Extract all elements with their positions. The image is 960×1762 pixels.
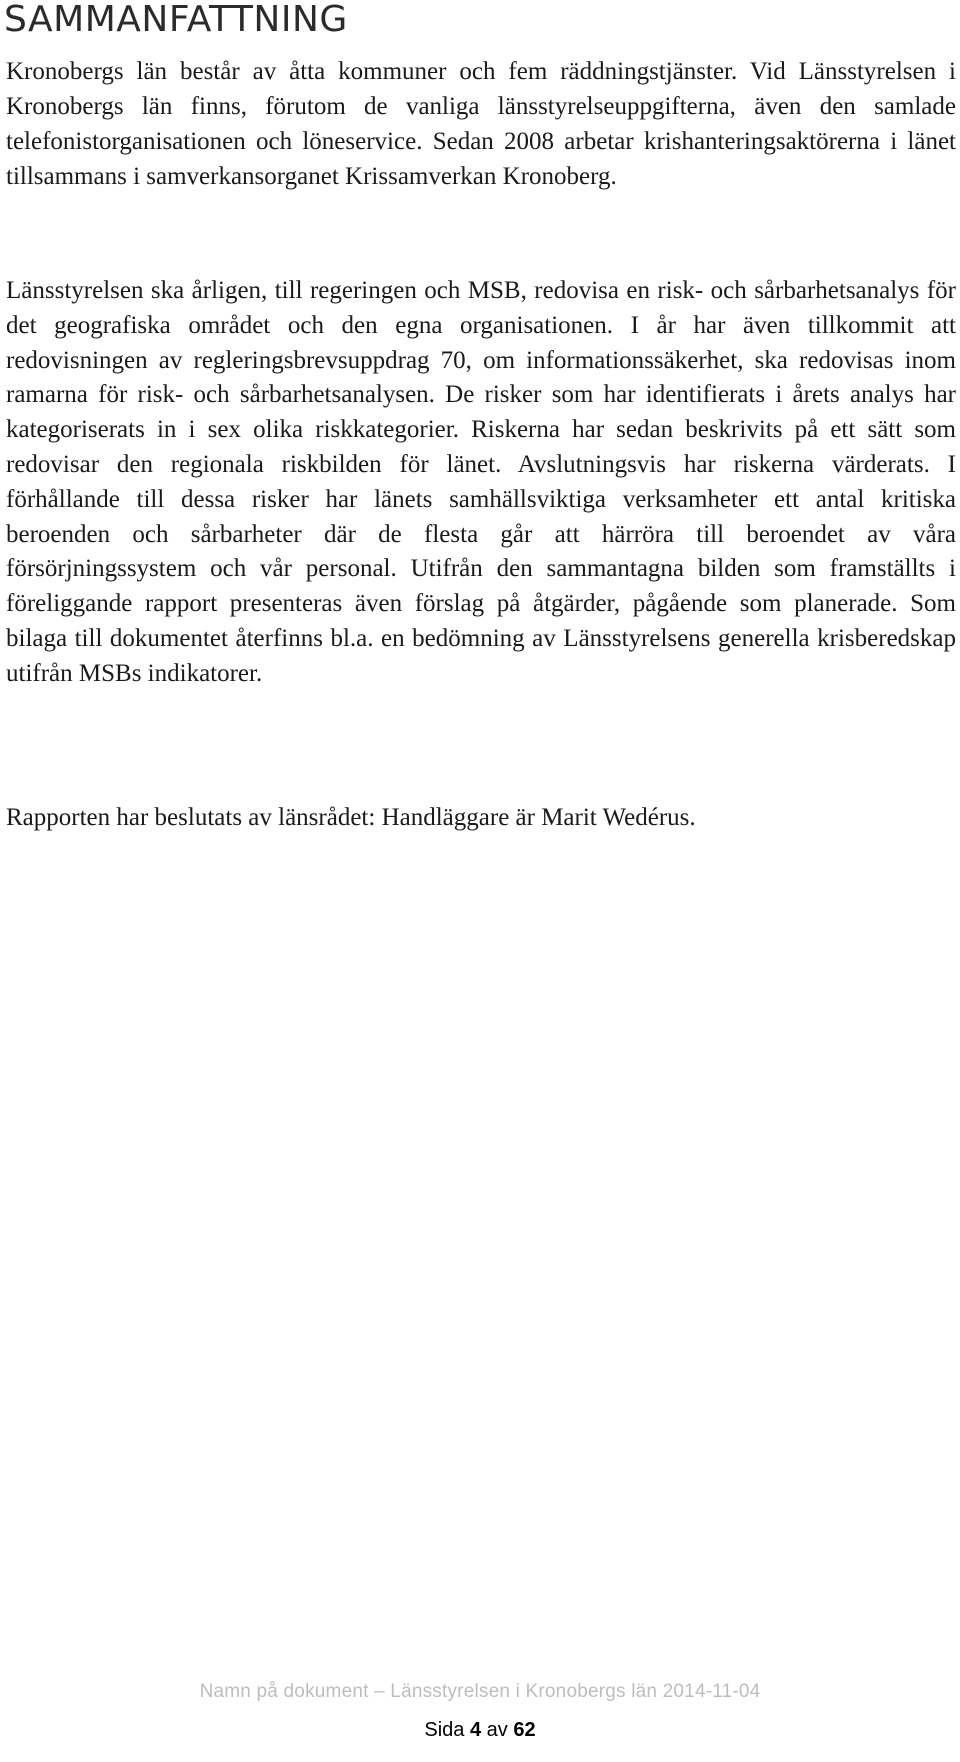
page-prefix: Sida	[424, 1719, 465, 1741]
paragraph-intro: Kronobergs län består av åtta kommuner och fem räddningstjänster. Vid Länsstyrelsen i Kronobergs län finns, förutom de vanliga länsstyrelseuppgifterna, även den samlade telefonistorganisationen och löneservice. Sedan 2008 arbetar krishanteringsaktörerna i länet tillsammans i samverkansorganet Krissamverkan Kronoberg.	[6, 58, 956, 190]
page-current: 4	[469, 1719, 482, 1741]
paragraph-risk-analysis: Länsstyrelsen ska årligen, till regeringen och MSB, redovisa en risk- och sårbarhetsanalys för det geografiska området och den egna organisationen. I år har även tillkommit att redovisningen av regleringsbrevsuppdrag 70, om informationssäkerhet, ska redovisas inom ramarna för risk- och sårbarhetsanalysen. De risker som har identifierats i årets analys har kategoriserats in i sex olika riskkategorier. Riskerna har sedan beskrivits på ett sätt som redovisar den regionala riskbilden för länet. Avslutningsvis har riskerna värderats. I förhållande till dessa risker har länets samhällsviktiga verksamheter ett antal kritiska beroenden och sårbarheter där de flesta går att härröra till beroendet av våra försörjningssystem och vår personal. Utifrån den sammantagna bilden som framställts i föreliggande rapport presenteras även förslag på åtgärder, pågående som planerade. Som bilaga till dokumentet återfinns bl.a. en bedömning av Länsstyrelsens generella krisberedskap utifrån MSBs indikatorer.	[6, 277, 956, 687]
footer-page-number	[0, 1717, 960, 1743]
page-total: 62	[513, 1719, 536, 1741]
page-separator: av	[486, 1719, 508, 1741]
paragraph-decision: Rapporten har beslutats av länsrådet: Handläggare är Marit Wedérus.	[6, 804, 696, 831]
section-heading: SAMMANFATTNING	[4, 0, 348, 40]
footer-document-line: Namn på dokument – Länsstyrelsen i Kronobergs län 2014-11-04	[199, 1681, 761, 1702]
